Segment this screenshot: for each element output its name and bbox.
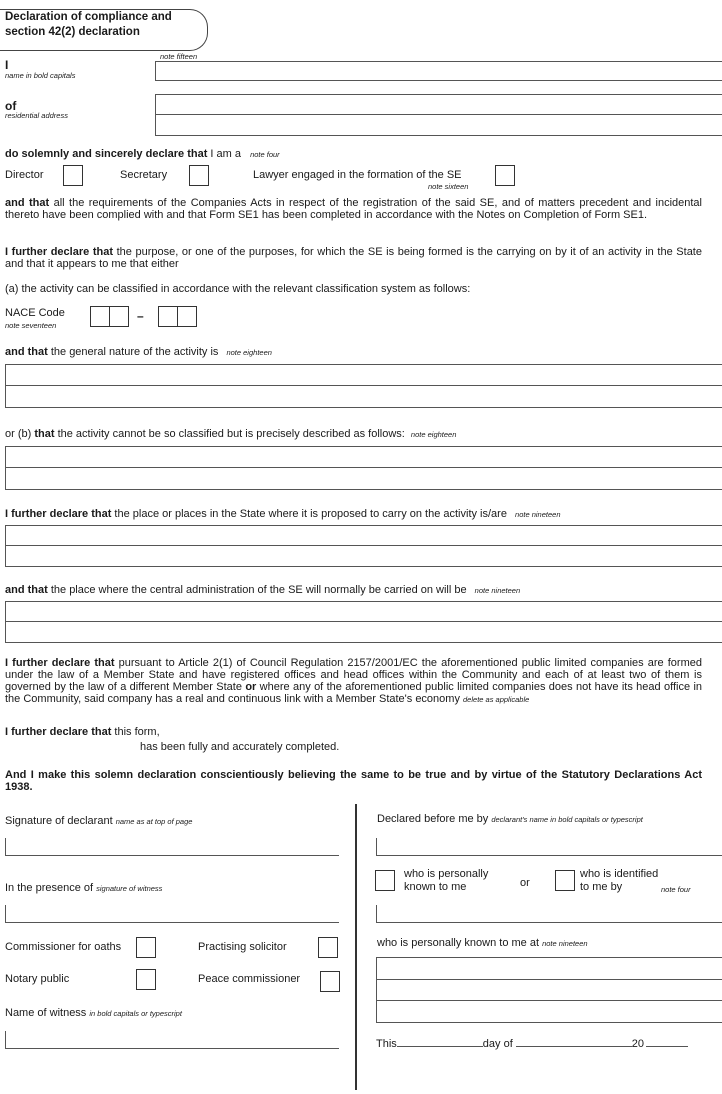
- notary-checkbox[interactable]: [136, 969, 156, 990]
- date-this-label: This: [376, 1038, 397, 1050]
- notary-label: Notary public: [5, 973, 70, 985]
- solemn-rest: I am a: [210, 148, 241, 160]
- name-field[interactable]: [155, 61, 722, 81]
- witness-name-field[interactable]: [5, 1031, 339, 1049]
- known-at-label: who is personally known to me at: [377, 937, 540, 949]
- places-text: the place or places in the State where it is proposed to carry on the activity is/are: [114, 508, 507, 520]
- known-at-divider-2: [376, 1000, 722, 1001]
- presence-note: signature of witness: [96, 884, 163, 893]
- name-label: name in bold capitals: [5, 71, 76, 80]
- central-admin-field[interactable]: [5, 601, 722, 643]
- option-b-divider: [5, 467, 722, 468]
- name-note: note fifteen: [160, 52, 198, 61]
- role-lawyer-checkbox[interactable]: [495, 165, 515, 186]
- places-divider: [5, 545, 722, 546]
- declared-label: Declared before me by: [377, 813, 489, 825]
- commissioner-label: Commissioner for oaths: [5, 941, 122, 953]
- known-label-2: known to me: [404, 881, 467, 893]
- date-line: [376, 1038, 688, 1050]
- known-at-field[interactable]: [376, 957, 722, 1023]
- places-bold: I further declare that: [5, 508, 112, 520]
- known-at-line: [377, 937, 588, 949]
- known-at-divider-1: [376, 979, 722, 980]
- option-b-pre: or (b): [5, 428, 32, 440]
- final-declaration: And I make this solemn declaration conscientiously believing the same to be true and by virtue of the Statutory Declarations Act 1938.: [5, 769, 702, 793]
- places-note: note nineteen: [515, 510, 561, 519]
- requirements-bold: and that: [5, 197, 50, 209]
- nace-label: NACE Code: [5, 307, 65, 319]
- form-title-line1: Declaration of compliance and: [5, 11, 172, 23]
- witness-name-label: Name of witness: [5, 1007, 87, 1019]
- known-or: or: [520, 877, 530, 889]
- general-nature-bold: and that: [5, 346, 48, 358]
- date-year-label: 20: [631, 1038, 644, 1050]
- date-dayof-label: day of: [482, 1038, 513, 1050]
- option-b-line: [5, 428, 456, 440]
- option-a-text: (a) the activity can be classified in accordance with the relevant classification system as follows:: [5, 283, 471, 295]
- identified-label-2: to me by: [580, 881, 623, 893]
- option-b-text: the activity cannot be so classified but is precisely described as follows:: [57, 428, 405, 440]
- nace-digit-3[interactable]: [158, 306, 178, 327]
- presence-label: In the presence of: [5, 882, 94, 894]
- option-b-bold: that: [34, 428, 55, 440]
- form-title-tab: [0, 9, 208, 51]
- general-nature-divider: [5, 385, 722, 386]
- article-bold: I further declare that: [5, 657, 115, 669]
- central-admin-text: the place where the central administration of the SE will normally be carried on will be: [50, 584, 467, 596]
- general-nature-note: note eighteen: [226, 348, 272, 357]
- central-admin-line: [5, 584, 520, 596]
- central-admin-divider: [5, 621, 722, 622]
- article-paragraph: [5, 657, 702, 706]
- peace-checkbox[interactable]: [320, 971, 340, 992]
- nace-digit-2[interactable]: [109, 306, 129, 327]
- article-or: or: [245, 681, 257, 693]
- date-month-field[interactable]: [516, 1046, 632, 1047]
- requirements-paragraph: [5, 197, 702, 221]
- article-text-2: where any of the aforementioned public limited companies does not have its head office in the Community, said company has a real and continuous link with a Member State's economy: [5, 681, 703, 705]
- date-day-field[interactable]: [397, 1046, 483, 1047]
- address-divider: [155, 114, 722, 115]
- role-lawyer-label: Lawyer engaged in the formation of the SE: [253, 169, 462, 181]
- signature-field[interactable]: [5, 838, 339, 856]
- form-decl-line2: has been fully and accurately completed.: [140, 741, 340, 753]
- solicitor-label: Practising solicitor: [198, 941, 287, 953]
- role-secretary-label: Secretary: [120, 169, 168, 181]
- solemn-note: note four: [250, 150, 280, 159]
- option-b-field[interactable]: [5, 446, 722, 490]
- form-decl-bold: I further declare that: [5, 726, 112, 738]
- signature-note: name as at top of page: [115, 817, 193, 826]
- nace-digit-1[interactable]: [90, 306, 110, 327]
- known-label-1: who is personally: [404, 868, 489, 880]
- peace-label: Peace commissioner: [198, 973, 301, 985]
- general-nature-text: the general nature of the activity is: [50, 346, 219, 358]
- solemn-bold: do solemnly and sincerely declare that: [5, 148, 208, 160]
- witness-signature-field[interactable]: [5, 905, 339, 923]
- article-text-1: pursuant to Article 2(1) of Council Regulation 2157/2001/EC the aforementioned public limited companies are formed under the law of a Member State and have registered offices and head offices within the Community and each of at least two of them is governed by the law of a different Member State: [5, 657, 702, 693]
- identified-by-field[interactable]: [376, 905, 722, 923]
- solicitor-checkbox[interactable]: [318, 937, 338, 958]
- identified-label-1: who is identified: [580, 868, 659, 880]
- article-note: delete as applicable: [463, 695, 530, 704]
- purpose-paragraph: [5, 246, 702, 270]
- known-at-note: note nineteen: [542, 939, 588, 948]
- address-field[interactable]: [155, 94, 722, 136]
- presence-line: [5, 882, 162, 894]
- form-decl-text: this form,: [114, 726, 160, 738]
- role-lawyer-note: note sixteen: [428, 182, 469, 191]
- address-label: of: [5, 99, 17, 113]
- witness-name-note: in bold capitals or typescript: [89, 1009, 182, 1018]
- declared-note: declarant's name in bold capitals or typescript: [491, 815, 643, 824]
- nace-dash: –: [137, 309, 144, 323]
- general-nature-field[interactable]: [5, 364, 722, 408]
- purpose-text: the purpose, or one of the purposes, for which the SE is being formed is the carrying on by it of an activity in the State and that it appears to me that either: [5, 246, 702, 270]
- identified-note: note four: [661, 885, 691, 894]
- solemn-line: [5, 148, 280, 160]
- places-line: [5, 508, 561, 520]
- role-secretary-checkbox[interactable]: [189, 165, 209, 186]
- signature-line: [5, 815, 192, 827]
- address-sublabel: residential address: [5, 111, 68, 120]
- form-title-line2: section 42(2) declaration: [5, 26, 140, 38]
- central-admin-note: note nineteen: [474, 586, 521, 595]
- central-admin-bold: and that: [5, 584, 48, 596]
- declared-line: [377, 813, 643, 825]
- role-director-label: Director: [5, 169, 44, 181]
- places-field[interactable]: [5, 525, 722, 567]
- general-nature-line: [5, 346, 272, 358]
- date-year-field[interactable]: [646, 1046, 688, 1047]
- column-divider: [355, 804, 357, 1090]
- role-director-checkbox[interactable]: [63, 165, 83, 186]
- name-letter: I: [5, 58, 9, 72]
- commissioner-checkbox[interactable]: [136, 937, 156, 958]
- nace-note: note seventeen: [5, 321, 57, 330]
- declarant-name-field[interactable]: [376, 838, 722, 856]
- purpose-bold: I further declare that: [5, 246, 113, 258]
- option-b-note: note eighteen: [410, 430, 457, 439]
- identified-checkbox[interactable]: [555, 870, 575, 891]
- signature-label: Signature of declarant: [5, 815, 113, 827]
- known-checkbox[interactable]: [375, 870, 395, 891]
- requirements-text: all the requirements of the Companies Acts in respect of the registration of the said SE, and of matters precedent and incidental thereto have been complied with and that Form SE1 has been completed in accordance with the Notes on Completion of Form SE1.: [5, 197, 702, 221]
- witness-name-line: [5, 1007, 182, 1019]
- form-decl-line: [5, 726, 160, 738]
- nace-digit-4[interactable]: [177, 306, 197, 327]
